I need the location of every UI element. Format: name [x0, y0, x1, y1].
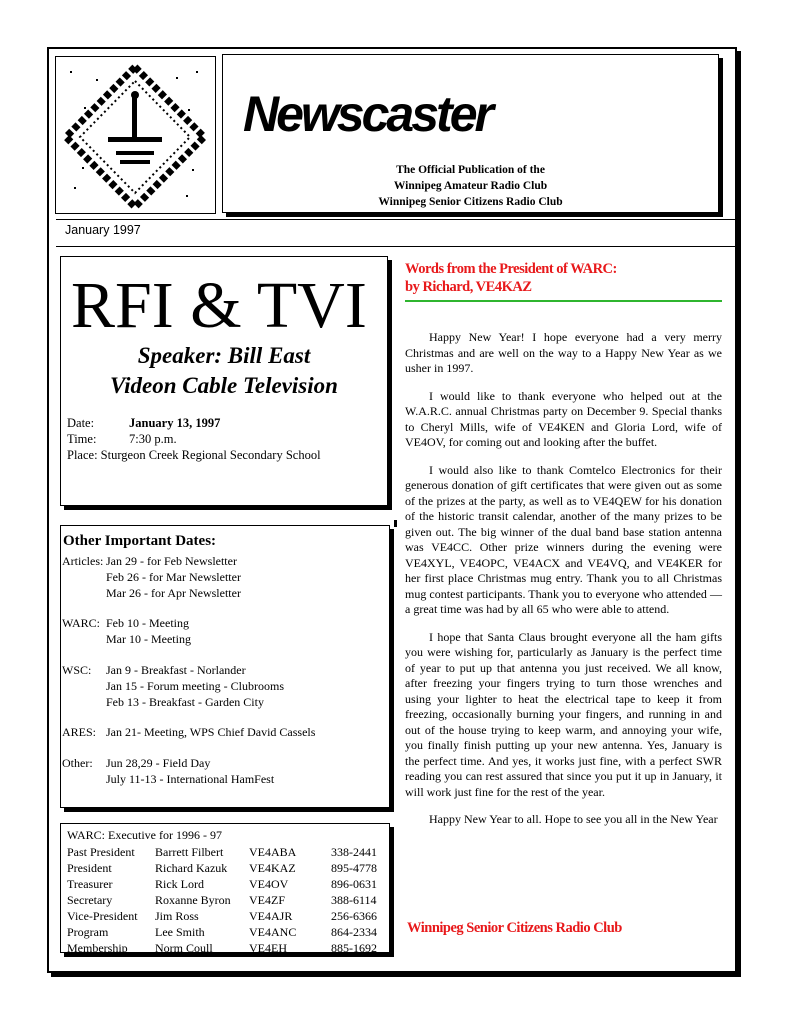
exec-role: Vice-President: [67, 909, 138, 923]
subtitle-line: Winnipeg Amateur Radio Club: [393, 180, 548, 192]
meeting-details: [67, 415, 321, 463]
executive-row: [67, 860, 377, 876]
exec-call: VE4AJR: [249, 909, 293, 923]
group-label: WSC:: [62, 663, 92, 677]
letter-paragraph: I would like to thank everyone who helped out at the W.A.R.C. annual Christmas party on December 9. Special thanks to Cheryl Mills, wife of VE4KEN and Gloria Lord, wife of VE4OV, for coming out and looking after the buffet.: [405, 388, 722, 449]
meeting-time: 7:30 p.m.: [129, 432, 177, 446]
exec-name: Roxanne Byron: [155, 893, 231, 907]
speaker-name: Speaker: Bill East: [137, 343, 311, 368]
letter-paragraph: I hope that Santa Claus brought everyone all the ham gifts you were wishing for, particularly as January is the perfect time of year to put up that antenna you just received. We all know, after freezing your fingers trying to turn those wrenches and using your lighter to heat the electrical tape to keep it from freezing, occasionally burning your fingers, and running in and out of the house trying to keep warm, and annoying your wife, you finally finish putting up your new antenna. Yes, January is the perfect time. And yes, it works just fine, with a perfect SWR reading you can rest assured that since you put it up in January, it will work just fine for the rest of the year.: [405, 629, 722, 799]
article-title: Words from the President of WARC:: [405, 261, 617, 277]
article-byline: by Richard, VE4KAZ: [405, 279, 532, 295]
dates-group-wsc: [62, 662, 284, 710]
date-item: Feb 26 - for Mar Newsletter: [106, 570, 241, 584]
exec-role: President: [67, 861, 112, 875]
exec-phone: 256-6366: [331, 909, 377, 923]
exec-phone: 338-2441: [331, 845, 377, 859]
date-item: Jan 21- Meeting, WPS Chief David Cassels: [106, 725, 316, 739]
dates-group-ares: [62, 724, 315, 740]
group-label: ARES:: [62, 725, 97, 739]
exec-call: VE4OV: [249, 877, 289, 891]
exec-name: Lee Smith: [155, 925, 205, 939]
date-item: Jan 15 - Forum meeting - Clubrooms: [106, 679, 284, 693]
exec-phone: 895-4778: [331, 861, 377, 875]
meeting-announcement: [60, 256, 388, 506]
exec-role: Program: [67, 925, 109, 939]
executive-row: [67, 876, 377, 892]
executive-row: [67, 908, 377, 924]
date-item: Jan 29 - for Feb Newsletter: [106, 554, 237, 568]
exec-role: Secretary: [67, 893, 113, 907]
exec-name: Norm Coull: [155, 941, 213, 955]
exec-phone: 864-2334: [331, 925, 377, 939]
letter-paragraph: Happy New Year to all. Hope to see you all in the New Year: [429, 812, 718, 826]
executive-list: [60, 823, 390, 953]
club-logo: [55, 56, 216, 214]
speaker-affiliation: Videon Cable Television: [110, 373, 338, 398]
exec-call: VE4ABA: [249, 845, 297, 859]
heading-rule: [405, 300, 722, 302]
exec-role: Membership: [67, 941, 128, 955]
executive-row: [67, 892, 377, 908]
date-item: Jan 9 - Breakfast - Norlander: [106, 663, 246, 677]
executive-row: [67, 924, 377, 940]
exec-name: Barrett Filbert: [155, 845, 224, 859]
executive-title: WARC: Executive for 1996 - 97: [67, 828, 222, 842]
subtitle-line: The Official Publication of the: [396, 164, 545, 176]
newsletter-title: Newscaster: [243, 86, 491, 142]
president-letter: [405, 330, 722, 840]
group-label: WARC:: [62, 616, 101, 630]
exec-call: VE4ZF: [249, 893, 285, 907]
meeting-place: Sturgeon Creek Regional Secondary School: [100, 448, 321, 462]
president-heading: [405, 260, 617, 296]
dates-group-articles: [62, 553, 241, 601]
exec-role: Treasurer: [67, 877, 113, 891]
date-item: Mar 10 - Meeting: [106, 632, 191, 646]
time-label: Time:: [67, 432, 97, 446]
date-item: Feb 13 - Breakfast - Garden City: [106, 695, 264, 709]
place-label: Place:: [67, 448, 98, 462]
exec-name: Richard Kazuk: [155, 861, 228, 875]
date-item: Jun 28,29 - Field Day: [106, 756, 211, 770]
letter-paragraph: Happy New Year! I hope everyone had a very merry Christmas and are well on the way to a Happy New Year as we usher in 1997.: [405, 330, 722, 375]
exec-phone: 885-1692: [331, 941, 377, 955]
dates-group-other: [62, 755, 274, 787]
exec-name: Rick Lord: [155, 877, 204, 891]
column-marker: [394, 520, 397, 527]
publication-subtitle: [223, 162, 718, 210]
letter-paragraph: I would also like to thank Comtelco Electronics for their generous donation of gift certificates that were given out as some of the prizes at the party, as well as to VE4QEW for his donation of the historic transit calendar, another of the many prizes to be given out. The big winner of the dual band base station antenna was VE4CC. Other prize winners during the evening were VE4XYL, VE4OPC, VE4ACX and VE4VQ, and VE4KER for her first place Christmas mug entry. Thank you to all Christmas mug contest participants. Thank you to everyone who attended — a great time was had by all 65 who were able to attend.: [405, 462, 722, 616]
executive-row: [67, 940, 377, 956]
logo-diamond-icon: [56, 57, 215, 213]
date-label: Date:: [67, 416, 95, 430]
group-label: Articles:: [62, 554, 104, 568]
exec-call: VE4ANC: [249, 925, 297, 939]
exec-name: Jim Ross: [155, 909, 199, 923]
dates-heading: Other Important Dates:: [63, 533, 217, 549]
exec-role: Past President: [67, 845, 135, 859]
date-item: Mar 26 - for Apr Newsletter: [106, 586, 241, 600]
date-item: July 11-13 - International HamFest: [106, 772, 275, 786]
dates-group-warc: [62, 615, 191, 647]
subtitle-line: Winnipeg Senior Citizens Radio Club: [378, 196, 563, 208]
exec-call: VE4EH: [249, 941, 287, 955]
issue-date: January 1997: [65, 223, 141, 237]
meeting-date: January 13, 1997: [129, 416, 221, 430]
masthead: [222, 54, 719, 213]
exec-call: VE4KAZ: [249, 861, 296, 875]
date-divider: [56, 246, 738, 247]
executive-row: [67, 844, 377, 860]
club-section-heading: Winnipeg Senior Citizens Radio Club: [407, 920, 622, 936]
group-label: Other:: [62, 756, 93, 770]
header-divider: [56, 219, 738, 220]
exec-phone: 896-0631: [331, 877, 377, 891]
exec-phone: 388-6114: [331, 893, 377, 907]
important-dates: [60, 525, 390, 808]
meeting-topic: RFI & TVI: [71, 269, 367, 342]
date-item: Feb 10 - Meeting: [106, 616, 189, 630]
